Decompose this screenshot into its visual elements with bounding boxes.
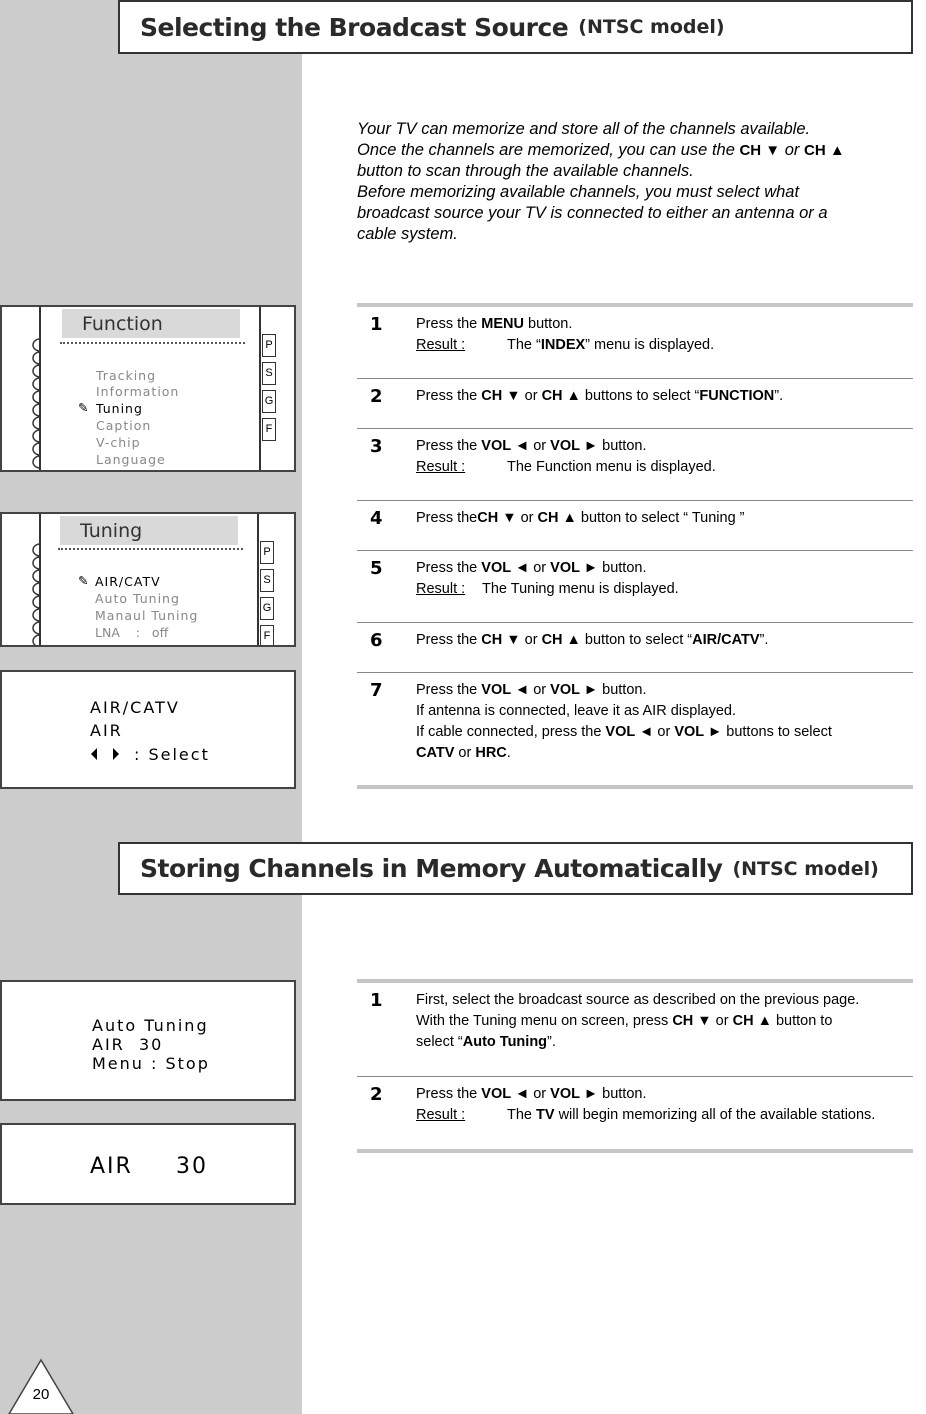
menu-item-auto-tuning[interactable]: Auto Tuning xyxy=(95,591,180,606)
menu-item-tracking[interactable]: Tracking xyxy=(96,368,157,383)
step-item: 6 Press the CH ▼ or CH ▲ button to select “AIR/CATV”. xyxy=(357,623,913,673)
steps-list-broadcast-source xyxy=(357,303,913,789)
step-item: 1 Press the MENU button. Result : The “INDEX” menu is displayed. xyxy=(357,307,913,379)
left-right-arrows-icon xyxy=(90,747,120,761)
menu-title: Tuning xyxy=(60,516,238,545)
screen-channel-number: 30 xyxy=(176,1154,208,1179)
tab-function[interactable]: F xyxy=(262,418,276,441)
menu-item-information[interactable]: Information xyxy=(96,384,180,399)
selection-pencil-icon: ✎ xyxy=(78,400,90,415)
selection-pencil-icon: ✎ xyxy=(78,573,90,588)
step-item: 1 First, select the broadcast source as described on the previous page. With the Tuning menu on screen, press CH ▼ or CH ▲ button to select “Auto Tuning”. xyxy=(357,983,913,1077)
menu-item-air-catv[interactable]: AIR/CATV xyxy=(95,574,161,589)
menu-item-caption[interactable]: Caption xyxy=(96,418,152,433)
menu-item-manual-tuning[interactable]: Manaul Tuning xyxy=(95,608,199,623)
dotted-divider xyxy=(58,548,243,550)
step-item: 2 Press the CH ▼ or CH ▲ buttons to select “FUNCTION”. xyxy=(357,379,913,429)
tab-sound[interactable]: S xyxy=(262,362,276,385)
section-subtitle: (NTSC model) xyxy=(578,16,725,38)
section-title-text: Storing Channels in Memory Automatically xyxy=(140,854,723,883)
step-item: 2 Press the VOL ◄ or VOL ► button. Result : The TV will begin memorizing all of the available stations. xyxy=(370,1084,876,1123)
step-item: 5 Press the VOL ◄ or VOL ► button. Result : The Tuning menu is displayed. xyxy=(357,551,913,623)
screen-label-air-catv: AIR/CATV xyxy=(90,698,180,717)
page-number: 20 xyxy=(32,1386,50,1403)
menu-tabs xyxy=(259,307,296,470)
air-30-screen xyxy=(0,1123,296,1205)
screen-hint-menu-stop: Menu : Stop xyxy=(92,1054,210,1073)
menu-item-language[interactable]: Language xyxy=(96,452,166,467)
section-subtitle: (NTSC model) xyxy=(732,857,879,880)
screen-hint-select: : Select xyxy=(134,745,210,764)
tuning-menu-screen xyxy=(0,512,296,647)
screen-value-air: AIR xyxy=(90,721,123,740)
menu-item-vchip[interactable]: V-chip xyxy=(96,435,141,450)
menu-item-tuning[interactable]: Tuning xyxy=(96,401,143,416)
menu-title: Function xyxy=(62,309,240,338)
dotted-divider xyxy=(60,342,245,344)
intro-line: Your TV can memorize and store all of the channels available. xyxy=(357,120,811,138)
section-title-auto-memory xyxy=(118,842,913,895)
function-menu-screen xyxy=(0,305,296,472)
section-title-text: Selecting the Broadcast Source xyxy=(140,12,569,42)
tab-picture[interactable]: P xyxy=(262,334,276,357)
tab-general[interactable]: G xyxy=(262,390,276,413)
intro-line: broadcast source your TV is connected to either an antenna or a xyxy=(357,204,828,222)
intro-line: button to scan through the available channels. xyxy=(357,162,694,180)
spine-line xyxy=(39,514,41,645)
intro-line: Once the channels are memorized, you can use the CH ▼ or CH ▲ xyxy=(357,141,845,159)
page-number-badge xyxy=(8,1358,74,1414)
intro-line: cable system. xyxy=(357,225,458,243)
screen-source-air: AIR xyxy=(90,1154,133,1179)
step-item: 7 Press the VOL ◄ or VOL ► button. If antenna is connected, leave it as AIR displayed. If cable connected, press the VOL ◄ or VOL ► buttons to select CATV or HRC. xyxy=(370,680,832,761)
binding-rings-icon xyxy=(2,307,42,472)
menu-item-lna[interactable]: LNA : off xyxy=(95,625,169,640)
steps-list-auto-memory xyxy=(357,979,913,1153)
step-item: 4 Press theCH ▼ or CH ▲ button to select “ Tuning ” xyxy=(357,501,913,551)
tab-sound[interactable]: S xyxy=(260,569,274,592)
screen-label-auto-tuning: Auto Tuning xyxy=(92,1016,209,1035)
tab-function[interactable]: F xyxy=(260,625,274,647)
screen-value-air-30: AIR 30 xyxy=(92,1035,164,1054)
tab-general[interactable]: G xyxy=(260,597,274,620)
intro-line: Before memorizing available channels, you must select what xyxy=(357,183,800,201)
section-title-broadcast-source xyxy=(118,0,913,54)
intro-paragraph xyxy=(357,119,902,245)
air-catv-screen xyxy=(0,670,296,789)
tab-picture[interactable]: P xyxy=(260,541,274,564)
menu-tabs xyxy=(257,514,296,645)
step-item: 3 Press the VOL ◄ or VOL ► button. Result : The Function menu is displayed. xyxy=(357,429,913,501)
spine-line xyxy=(39,307,41,470)
auto-tuning-screen xyxy=(0,980,296,1101)
binding-rings-icon xyxy=(2,514,42,647)
